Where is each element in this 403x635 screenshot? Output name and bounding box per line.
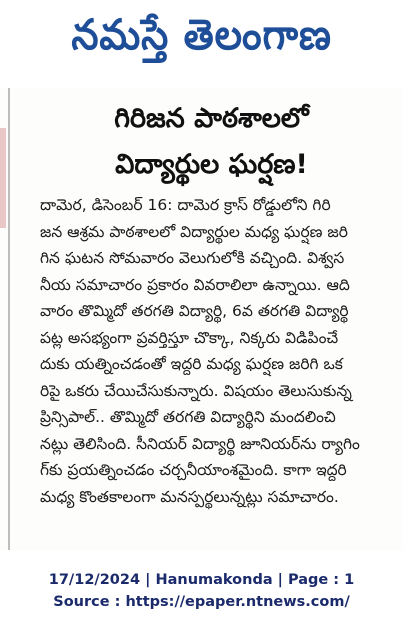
news-clipping [0,88,403,550]
article-headline [20,96,403,188]
body-line: నీయ సమాచారం ప్రకారం వివరాలిలా ఉన్నాయి. ఆది [40,275,350,294]
adjacent-column-edge [0,128,6,228]
newspaper-logo: నమస్తే తెలంగాణ [71,10,332,59]
footer-source: Source : https://epaper.ntnews.com/ [53,594,350,610]
headline-line-1: గిరిజన పాఠశాలలో [114,103,309,134]
body-line: మధ్య కొంతకాలంగా మనస్పర్థలున్నట్లు సమాచారం. [40,487,339,506]
body-line: గ్‌కు ప్రయత్నించడం చర్చనీయాంశమైంది. కాగా ఇద్దరి [40,461,347,479]
body-line: నట్లు తెలిసింది. సీనియర్ విద్యార్థి జూనియర్‌ను ర్యాగిం [40,434,360,453]
body-line: దామెర, డిసెంబర్ 16: దామెర క్రాస్ రోడ్డులోని గిరి [40,196,331,214]
body-line: గిన ఘటన సోమవారం వెలుగులోకి వచ్చింది. విశ్వస [40,249,345,267]
article-body [40,192,403,510]
body-line: రిపై ఒకరు చేయిచేసుకున్నారు. విషయం తెలుసుకున్న [40,381,352,400]
body-line: జన ఆశ్రమ పాఠశాలలో విద్యార్థుల మధ్య ఘర్షణ జరి [40,222,348,241]
body-line: దుకు యత్నించడంతో ఇద్దరి మధ్య ఘర్షణ జరిగి ఒక [40,355,343,373]
headline-line-2: విద్యార్థుల ఘర్షణ! [115,149,308,180]
body-line: ప్రిన్సిపాల్.. తొమ్మిదో తరగతి విద్యార్థిని మందలించి [40,408,336,426]
body-line: పట్ల అసభ్యంగా ప్రవర్తిస్తూ చొక్కా, నిక్కరు విడిపించే [40,328,339,347]
footer-date-edition: 17/12/2024 | Hanumakonda | Page : 1 [48,572,355,588]
masthead [0,0,403,80]
body-line: వారం తొమ్మిదో తరగతి విద్యార్థి, 6వ తరగతి విద్యార్థి [40,302,349,320]
column-divider [8,88,10,550]
source-footer [0,569,403,613]
